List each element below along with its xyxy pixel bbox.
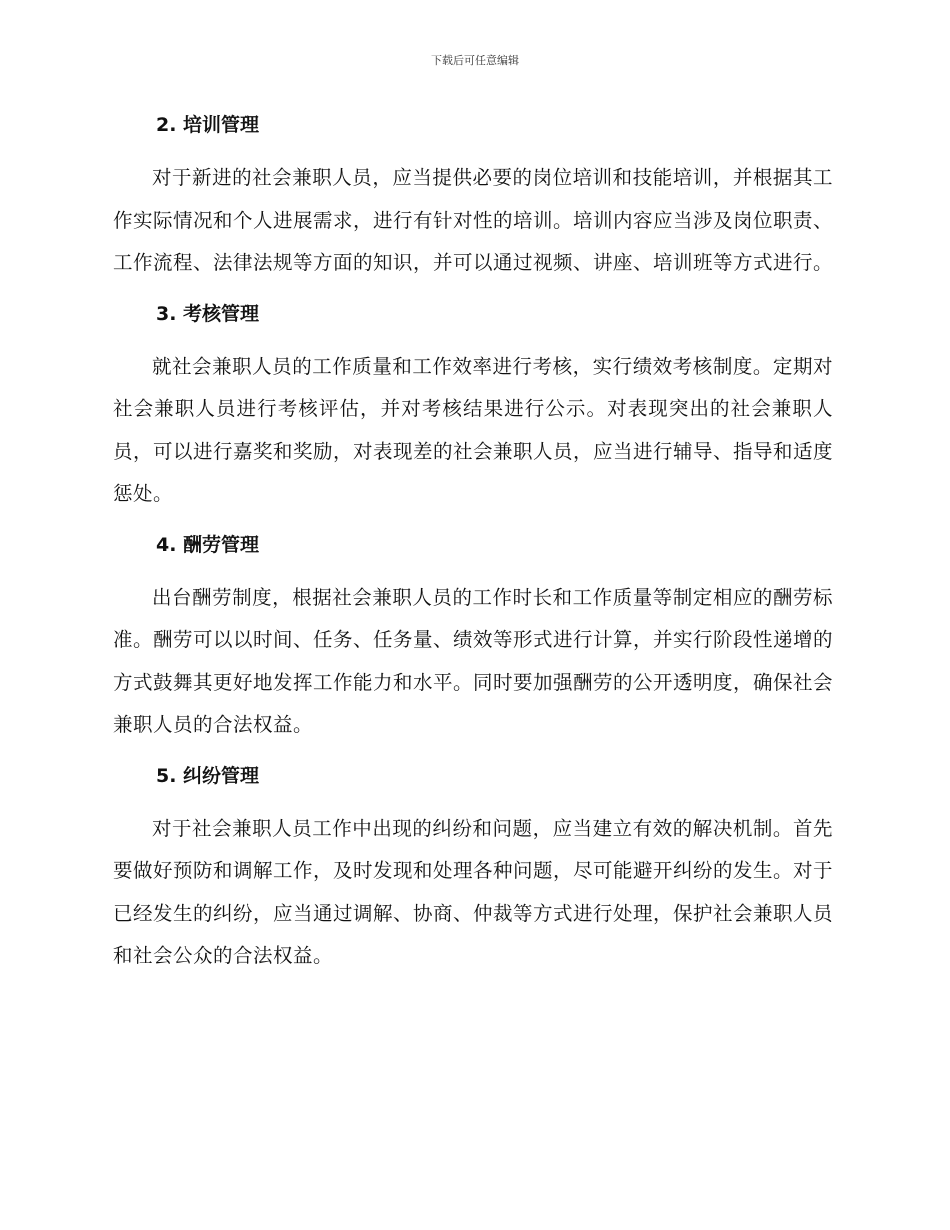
section-paragraph: 出台酬劳制度，根据社会兼职人员的工作时长和工作质量等制定相应的酬劳标准。酬劳可以以时间、任务、任务量、绩效等形式进行计算，并实行阶段性递增的方式鼓舞其更好地发挥工作能力和水平。同时要加强酬劳的公开透明度，确保社会兼职人员的合法权益。: [113, 585, 834, 736]
section-dispute: [113, 761, 833, 978]
section-assessment: [113, 299, 833, 516]
section-heading: 5. 纠纷管理: [156, 764, 260, 787]
document-body: [113, 110, 833, 992]
section-heading: 3. 考核管理: [156, 302, 260, 325]
section-training: [113, 110, 833, 285]
section-heading: 2. 培训管理: [156, 114, 260, 136]
page-header: 下载后可任意编辑: [431, 54, 519, 67]
section-paragraph: 对于社会兼职人员工作中出现的纠纷和问题，应当建立有效的解决机制。首先要做好预防和调解工作，及时发现和处理各种问题，尽可能避开纠纷的发生。对于已经发生的纠纷，应当通过调解、协商、仲裁等方式进行处理，保护社会兼职人员和社会公众的合法权益。: [113, 816, 834, 967]
section-remuneration: [113, 530, 833, 747]
section-heading: 4. 酬劳管理: [156, 533, 260, 556]
section-paragraph: 对于新进的社会兼职人员，应当提供必要的岗位培训和技能培训，并根据其工作实际情况和个人进展需求，进行有针对性的培训。培训内容应当涉及岗位职责、工作流程、法律法规等方面的知识，并可以通过视频、讲座、培训班等方式进行。: [113, 166, 834, 274]
section-paragraph: 就社会兼职人员的工作质量和工作效率进行考核，实行绩效考核制度。定期对社会兼职人员进行考核评估，并对考核结果进行公示。对表现突出的社会兼职人员，可以进行嘉奖和奖励，对表现差的社会兼职人员，应当进行辅导、指导和适度惩处。: [113, 354, 834, 505]
